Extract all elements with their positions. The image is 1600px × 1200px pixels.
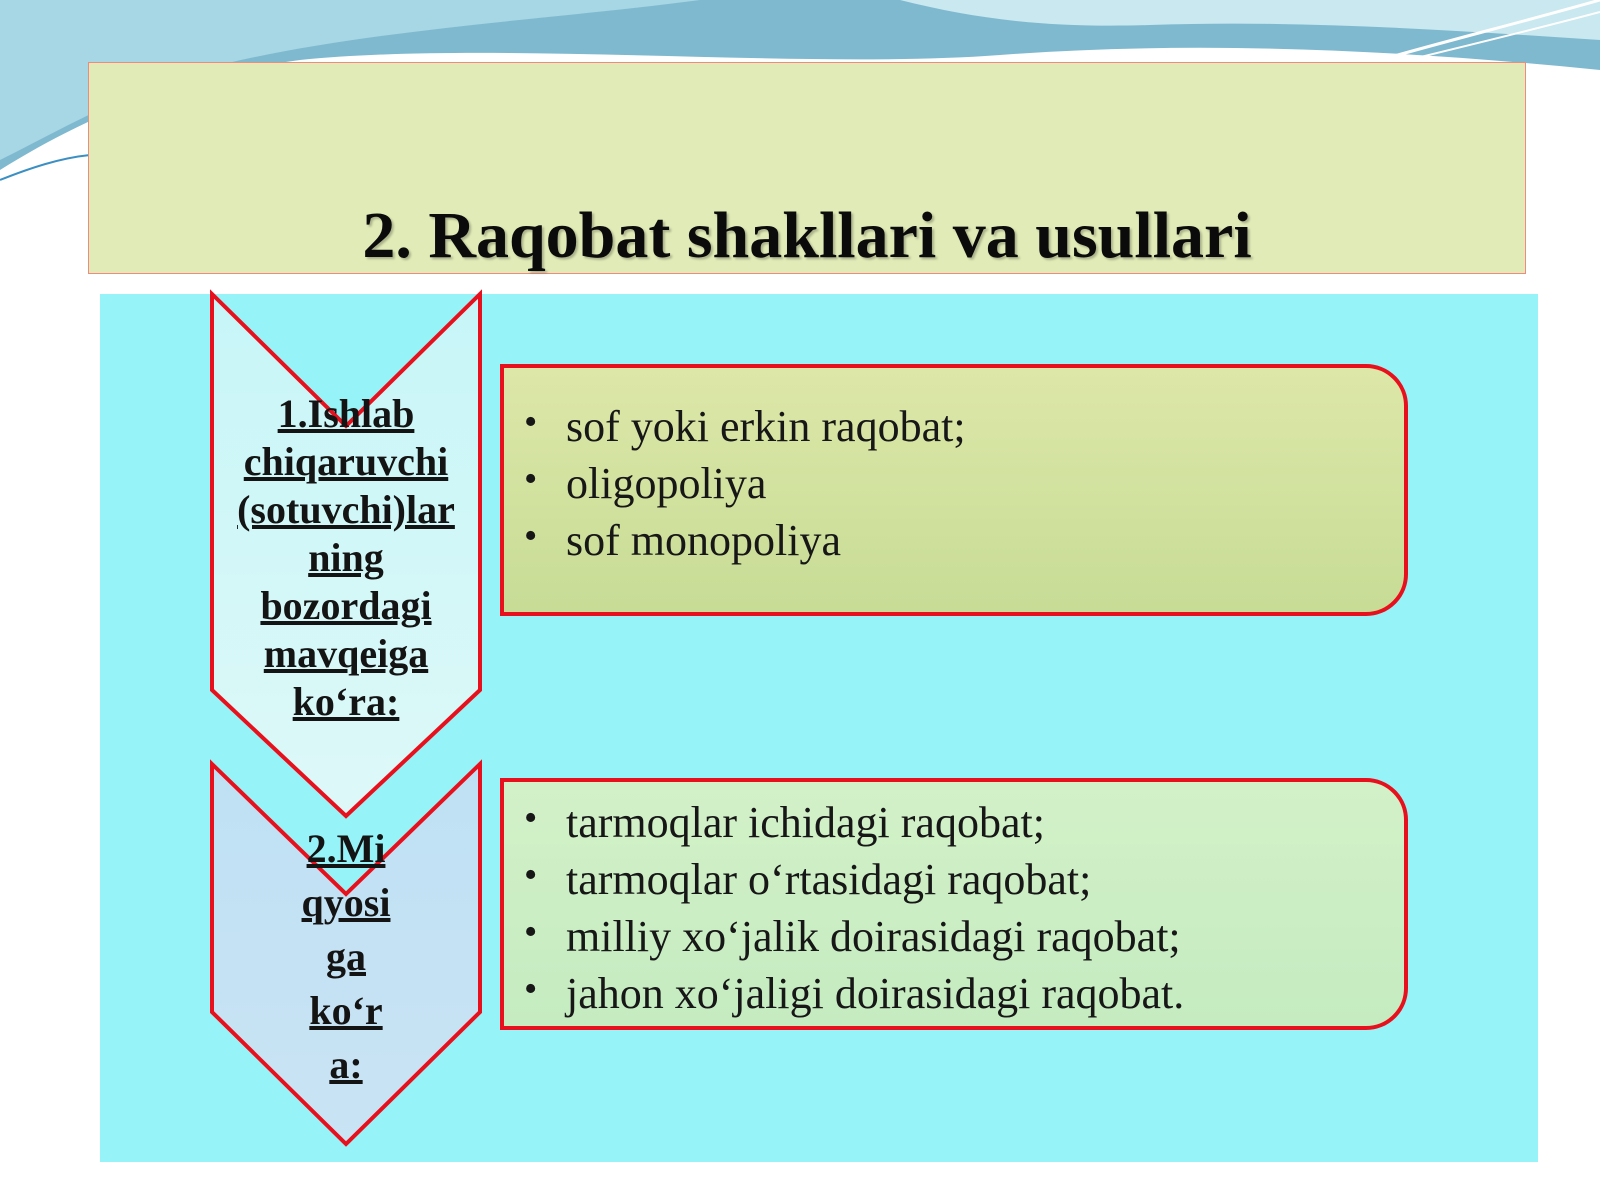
group-2-bullet-list [524, 794, 1184, 1022]
group-2-label-line: ko‘r [309, 988, 383, 1033]
group-1-label [212, 390, 480, 726]
group-1-label-line: ning [308, 535, 384, 580]
group-2-label-line: a: [329, 1042, 363, 1087]
group-1-label-line: (sotuvchi)lar [237, 487, 455, 532]
group-2-label-line: qyosi [301, 880, 391, 925]
bullet-item: • tarmoqlar ichidagi raqobat; [524, 794, 1184, 851]
bullet-item: • milliy xo‘jalik doirasidagi raqobat; [524, 908, 1184, 965]
bullet-item: • oligopoliya [524, 455, 966, 512]
bullet-item: • tarmoqlar o‘rtasidagi raqobat; [524, 851, 1184, 908]
page-title: 2. Raqobat shakllari va usullari [362, 199, 1252, 272]
group-2-label-line: ga [326, 934, 366, 979]
bullet-item: • sof yoki erkin raqobat; [524, 398, 966, 455]
group-2-items-box [500, 778, 1408, 1030]
group-1-label-line: ko‘ra: [292, 679, 400, 724]
group-2-label-line: 2.Mi [306, 826, 386, 871]
group-1-label-line: chiqaruvchi [243, 439, 449, 484]
bullet-item: • sof monopoliya [524, 512, 966, 569]
group-1-label-line: mavqeiga [263, 631, 429, 676]
group-1-items-box [500, 364, 1408, 616]
bullet-item: • jahon xo‘jaligi doirasidagi raqobat. [524, 965, 1184, 1022]
group-2-label [212, 822, 480, 1092]
group-1-label-line: bozordagi [260, 583, 432, 628]
group-1-bullet-list [524, 398, 966, 569]
group-1-label-line: 1.Ishlab [277, 391, 415, 436]
